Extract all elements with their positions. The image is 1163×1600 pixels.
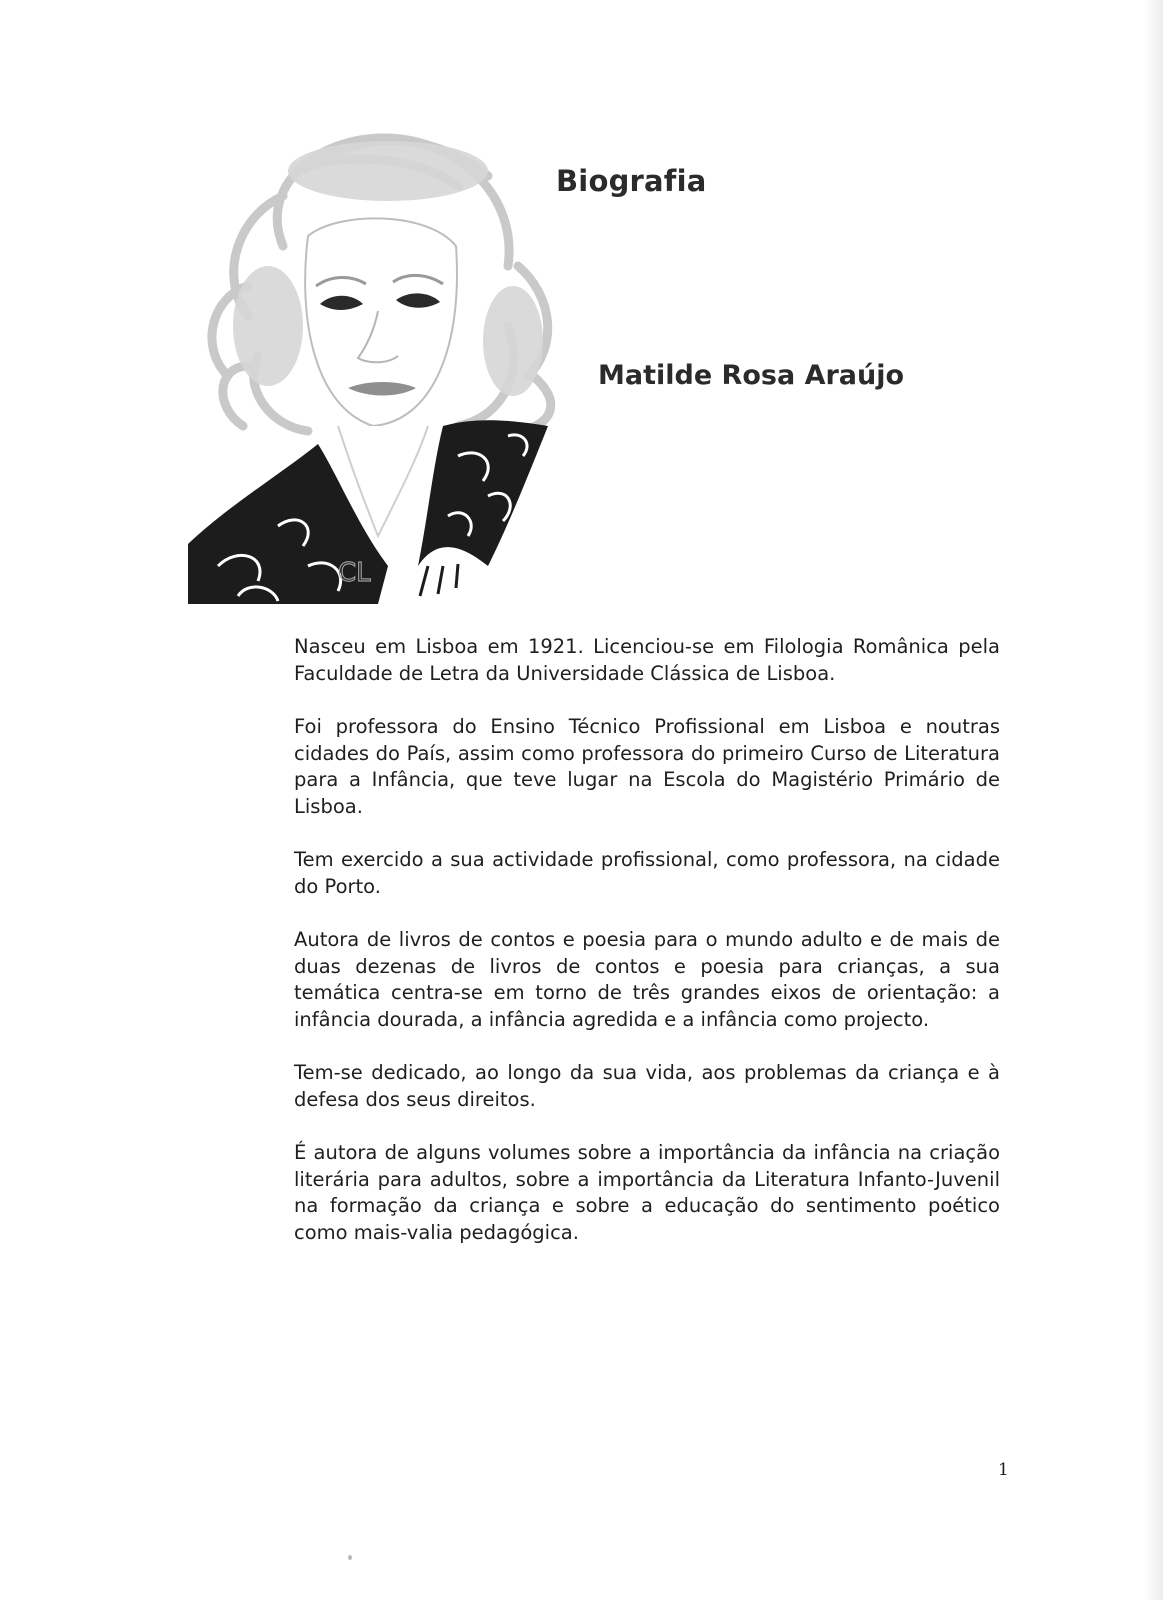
page-title: Biografia [556,164,707,198]
page-edge [1145,0,1163,1600]
paragraph-volumes: É autora de alguns volumes sobre a importância da infância na criação literária para adultos, sobre a importância da Literatura Infanto-Juvenil na formação da criança e sobre a educação do sentimento poético como mais-valia pedagógica. [294,1141,1000,1244]
paragraph-birth: Nasceu em Lisboa em 1921. Licenciou-se em Filologia Românica pela Faculdade de Letra da Universidade Clássica de Lisboa. [294,635,1000,685]
artist-signature: CL [338,558,371,588]
page-number: 1 [998,1460,1009,1480]
author-name: Matilde Rosa Araújo [598,360,905,391]
scan-speck [348,1555,352,1560]
paragraph-works: Autora de livros de contos e poesia para o mundo adulto e de mais de duas dezenas de livros de contos e poesia para crianças, a sua temática centra-se em torno de três grandes eixos de orientação: a infância dourada, a infância agredida e a infância como projecto. [294,928,1000,1031]
paragraph-children-rights: Tem-se dedicado, ao longo da sua vida, aos problemas da criança e à defesa dos seus direitos. [294,1061,1000,1111]
paragraph-porto: Tem exercido a sua actividade profissional, como professora, na cidade do Porto. [294,848,1000,898]
paragraph-teaching: Foi professora do Ensino Técnico Profissional em Lisboa e noutras cidades do País, assim como professora do primeiro Curso de Literatura para a Infância, que teve lugar na Escola do Magistério Primário de Lisboa. [294,715,1000,818]
portrait-illustration [188,126,568,604]
biography-text [294,634,1000,1273]
